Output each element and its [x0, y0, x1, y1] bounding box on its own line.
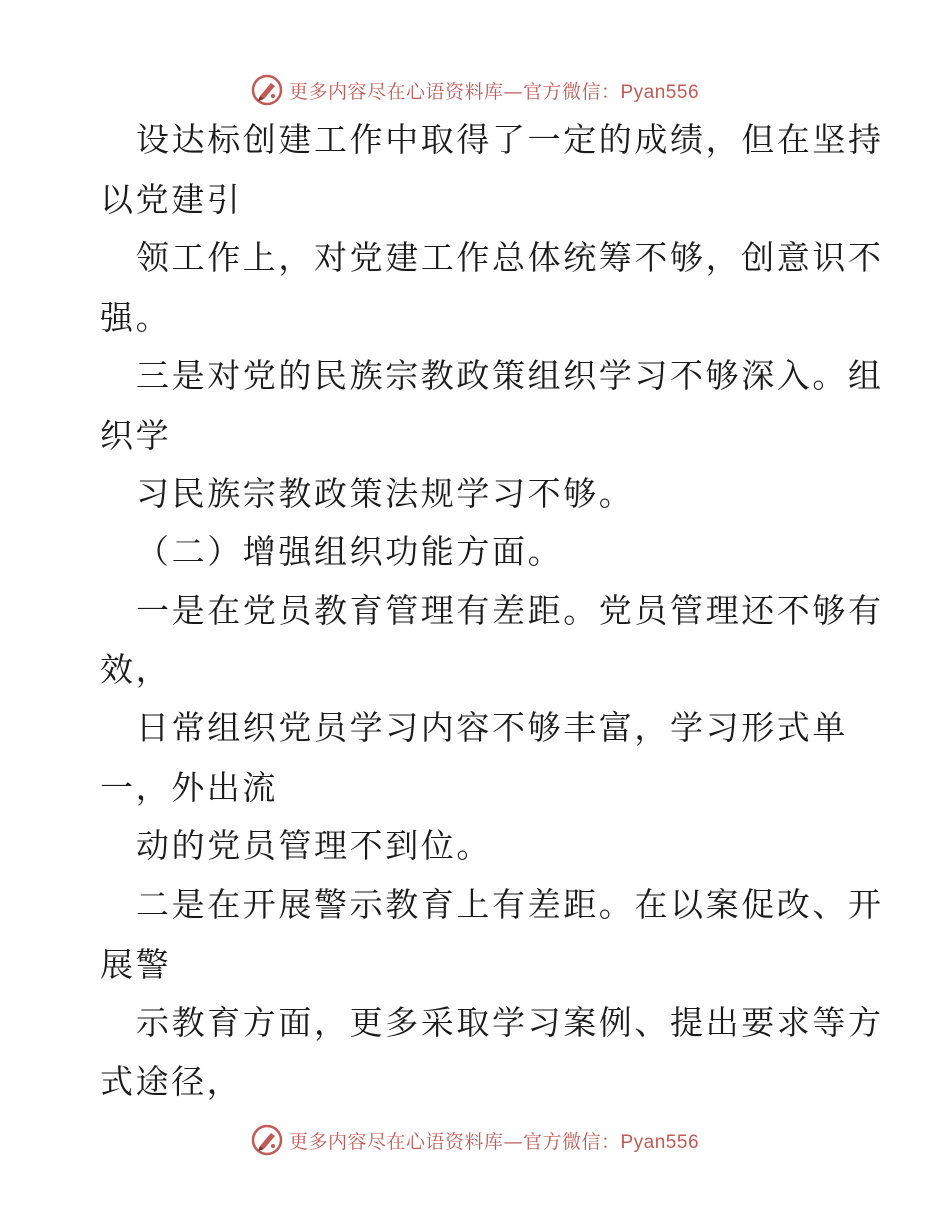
body-line: 织学: [100, 416, 172, 455]
pen-logo-icon: [251, 1124, 283, 1156]
body-line: 示教育方面，更多采取学习案例、提出要求等方: [136, 1003, 884, 1042]
body-line: 一，外出流: [100, 768, 278, 807]
header-banner-text: 更多内容尽在心语资料库—官方微信：Pyan556: [288, 80, 700, 103]
footer-banner-text: 更多内容尽在心语资料库—官方微信：Pyan556: [288, 1130, 700, 1153]
body-line: 强。: [100, 298, 172, 337]
body-line: 一是在党员教育管理有差距。党员管理还不够有: [136, 591, 884, 630]
body-line: 式途径，: [100, 1062, 243, 1101]
body-line: 设达标创建工作中取得了一定的成绩，但在坚持: [136, 120, 884, 159]
body-line: 效，: [100, 650, 172, 689]
body-line: 三是对党的民族宗教政策组织学习不够深入。组: [136, 356, 884, 395]
body-line: 以党建引: [100, 180, 243, 219]
body-line: 展警: [100, 945, 172, 984]
header-banner: [0, 70, 950, 110]
body-line: 习民族宗教政策法规学习不够。: [136, 474, 635, 513]
pen-logo-icon: [251, 74, 283, 106]
footer-banner: [0, 1120, 950, 1160]
body-line: 二是在开展警示教育上有差距。在以案促改、开: [136, 885, 884, 924]
body-line: （二）增强组织功能方面。: [136, 532, 564, 571]
body-line: 领工作上，对党建工作总体统筹不够，创意识不: [136, 238, 884, 277]
body-line: 日常组织党员学习内容不够丰富，学习形式单: [136, 708, 848, 747]
body-line: 动的党员管理不到位。: [136, 826, 492, 865]
